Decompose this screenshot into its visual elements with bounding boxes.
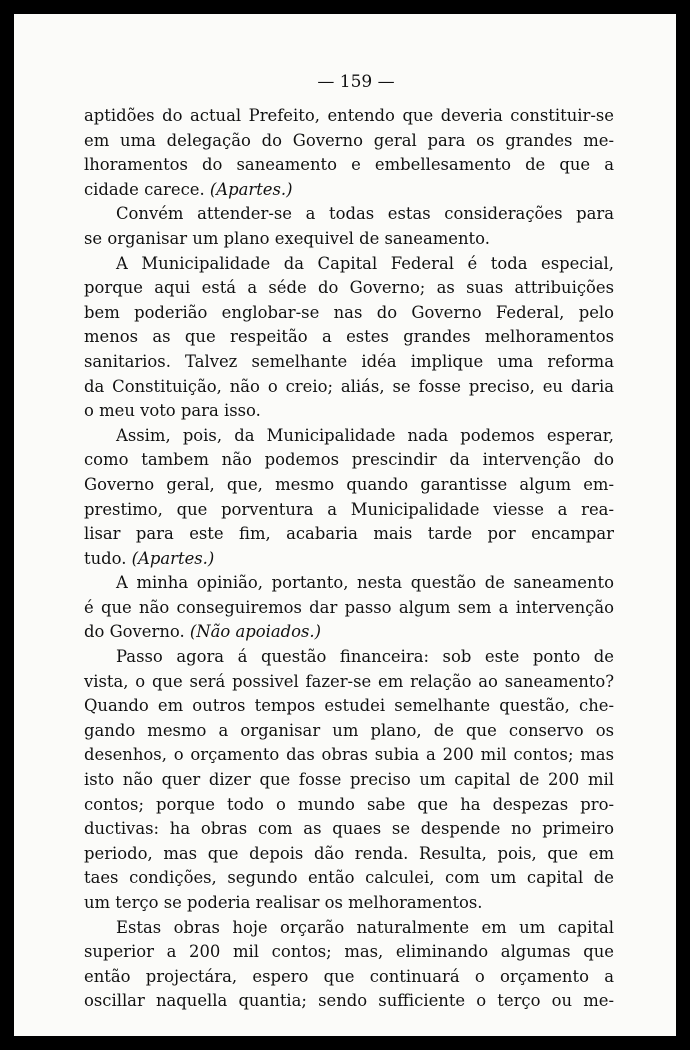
nao-apoiados-note: (Não apoiados.) <box>189 622 322 642</box>
text-line: A minha opinião, portanto, nesta questão de saneamento <box>116 573 614 593</box>
text-line: gando mesmo a organisar um plano, de que conservo os <box>84 720 614 740</box>
text-line: desenhos, o orçamento das obras subia a 200 mil contos; mas <box>84 745 614 765</box>
paragraph-1 <box>84 104 614 202</box>
text-line: Assim, pois, da Municipalidade nada podemos esperar, <box>116 425 614 445</box>
text-line: como tambem não podemos prescindir da intervenção do <box>84 450 614 470</box>
text-line: bem poderião englobar-se nas do Governo Federal, pelo <box>84 302 614 322</box>
text-line: Governo geral, que, mesmo quando garantisse algum em- <box>84 474 614 494</box>
text-line: vista, o que será possivel fazer-se em relação ao saneamento? <box>84 671 614 691</box>
paragraph-5 <box>84 571 614 645</box>
text-line: então projectára, espero que continuará o orçamento a <box>84 966 614 986</box>
body-text <box>84 104 614 1014</box>
text-line: sanitarios. Talvez semelhante idéa implique uma reforma <box>84 351 614 371</box>
paragraph-3 <box>84 252 614 424</box>
text-line: menos as que respeitão a estes grandes melhoramentos <box>84 327 614 347</box>
text-line: superior a 200 mil contos; mas, eliminando algumas que <box>84 942 614 962</box>
text-line: Convém attender-se a todas estas considerações para <box>116 204 614 224</box>
text-line: A Municipalidade da Capital Federal é toda especial, <box>116 253 614 273</box>
text-line: porque aqui está a séde do Governo; as suas attribuições <box>84 278 614 298</box>
text-line: do Governo. (Não apoiados.) <box>84 622 322 642</box>
text-line: prestimo, que porventura a Municipalidade viesse a rea- <box>84 499 614 519</box>
text-line: isto não quer dizer que fosse preciso um capital de 200 mil <box>84 770 614 790</box>
text-line: lhoramentos do saneamento e embellesamento de que a <box>84 155 614 175</box>
text-line: da Constituição, não o creio; aliás, se fosse preciso, eu daria <box>84 376 614 396</box>
apartes-note: (Apartes.) <box>131 548 215 568</box>
text-line: cidade carece. (Apartes.) <box>84 179 293 199</box>
text-line: se organisar um plano exequivel de saneamento. <box>84 228 490 248</box>
text-line: tudo. (Apartes.) <box>84 548 215 568</box>
text-line: aptidões do actual Prefeito, entendo que deveria constituir-se <box>84 106 614 125</box>
text-line: taes condições, segundo então calculei, com um capital de <box>84 868 614 888</box>
text-line: contos; porque todo o mundo sabe que ha despezas pro- <box>84 794 614 814</box>
paragraph-2 <box>84 202 614 251</box>
page-number: — 159 — <box>317 72 395 92</box>
text-line: ductivas: ha obras com as quaes se despende no primeiro <box>84 819 614 839</box>
paragraph-4 <box>84 424 614 572</box>
text-line: lisar para este fim, acabaria mais tarde por encampar <box>84 524 614 544</box>
text-line: em uma delegação do Governo geral para os grandes me- <box>84 130 614 150</box>
text-line: é que não conseguiremos dar passo algum sem a intervenção <box>84 597 614 617</box>
book-page <box>14 14 676 1036</box>
text-line: um terço se poderia realisar os melhoramentos. <box>84 893 483 912</box>
paragraph-7 <box>84 916 614 1014</box>
text-line: oscillar naquella quantia; sendo sufficiente o terço ou me- <box>84 991 614 1011</box>
text-line: periodo, mas que depois dão renda. Resulta, pois, que em <box>84 843 614 863</box>
text-line: Quando em outros tempos estudei semelhante questão, che- <box>84 696 614 716</box>
apartes-note: (Apartes.) <box>209 179 293 199</box>
text-line: Estas obras hoje orçarão naturalmente em um capital <box>116 917 614 937</box>
text-line: o meu voto para isso. <box>84 401 261 421</box>
paragraph-6 <box>84 645 614 916</box>
text-line: Passo agora á questão financeira: sob este ponto de <box>116 647 614 667</box>
